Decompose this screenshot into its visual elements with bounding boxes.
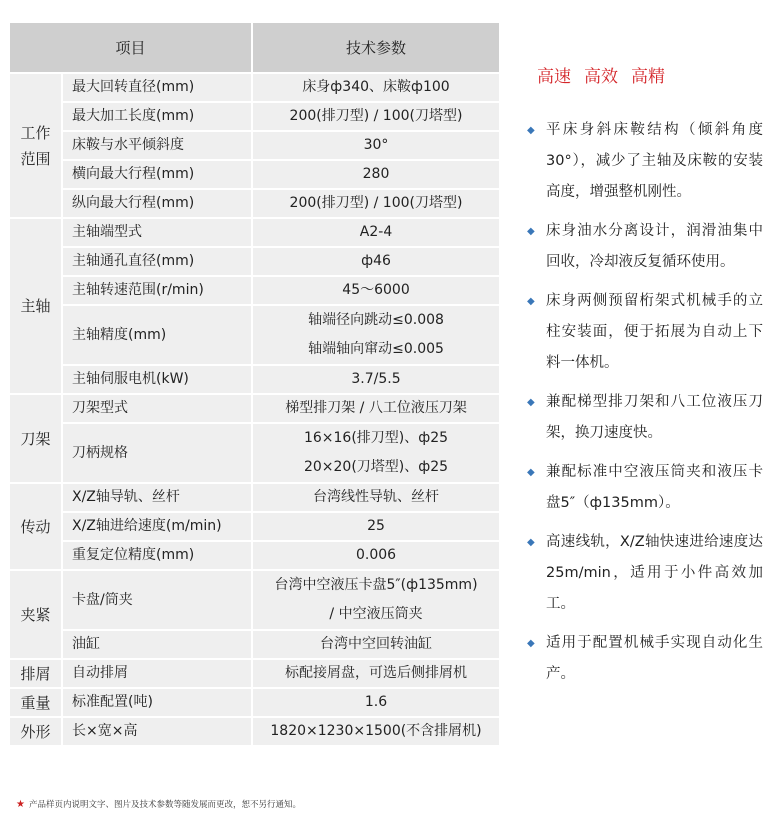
item-cell: 主轴转速范围(r/min)	[62, 276, 252, 305]
slogan-word: 高效	[584, 67, 618, 87]
value-cell: 1.6	[252, 688, 500, 717]
value-cell: ф46	[252, 247, 500, 276]
item-cell: 主轴端型式	[62, 218, 252, 247]
item-cell: 标准配置(吨)	[62, 688, 252, 717]
table-row	[9, 541, 500, 570]
table-row	[9, 218, 500, 247]
table-row	[9, 512, 500, 541]
category-label: 工作 范围	[20, 123, 51, 168]
category-cell: 排屑	[9, 659, 62, 688]
value-cell: 台湾线性导轨、丝杆	[252, 483, 500, 512]
header-item: 项目	[9, 22, 252, 73]
value-cell: 30°	[252, 131, 500, 160]
spec-table	[8, 21, 501, 747]
table-row	[9, 247, 500, 276]
category-cell: 主轴	[9, 218, 62, 394]
table-row	[9, 423, 500, 483]
feature-text: 兼配标准中空液压筒夹和液压卡盘5″（ф135mm）。	[546, 464, 763, 511]
item-cell: 最大回转直径(mm)	[62, 73, 252, 102]
list-item	[527, 115, 763, 208]
diamond-bullet-icon: ◆	[527, 226, 535, 237]
diamond-bullet-icon: ◆	[527, 467, 535, 478]
item-cell: 油缸	[62, 630, 252, 659]
diamond-bullet-icon: ◆	[527, 537, 535, 548]
diamond-bullet-icon: ◆	[527, 397, 535, 408]
table-row	[9, 102, 500, 131]
item-cell: 重复定位精度(mm)	[62, 541, 252, 570]
value-cell: 25	[252, 512, 500, 541]
category-cell: 重量	[9, 688, 62, 717]
value-cell: 200(排刀型) / 100(刀塔型)	[252, 102, 500, 131]
item-cell: 横向最大行程(mm)	[62, 160, 252, 189]
feature-text: 兼配梯型排刀架和八工位液压刀架，换刀速度快。	[546, 394, 763, 441]
list-item	[527, 286, 763, 379]
value-cell: 0.006	[252, 541, 500, 570]
value-line: 16×16(排刀型)、ф25	[303, 430, 449, 446]
item-cell: 刀柄规格	[62, 423, 252, 483]
table-row	[9, 570, 500, 630]
list-item	[527, 387, 763, 449]
item-cell: 长×宽×高	[62, 717, 252, 746]
value-cell	[252, 423, 500, 483]
feature-text: 平床身斜床鞍结构（倾斜角度30°），减少了主轴及床鞍的安装高度，增强整机刚性。	[546, 122, 763, 200]
value-cell: 床身ф340、床鞍ф100	[252, 73, 500, 102]
value-line: 台湾中空液压卡盘5″(ф135mm)	[274, 577, 478, 593]
category-cell: 夹紧	[9, 570, 62, 659]
value-cell: 200(排刀型) / 100(刀塔型)	[252, 189, 500, 218]
table-row	[9, 131, 500, 160]
table-header-row	[9, 22, 500, 73]
value-cell: 45～6000	[252, 276, 500, 305]
category-cell: 外形	[9, 717, 62, 746]
star-icon: ★	[16, 799, 25, 810]
value-cell: 标配接屑盘，可选后侧排屑机	[252, 659, 500, 688]
value-cell: 280	[252, 160, 500, 189]
item-cell: 自动排屑	[62, 659, 252, 688]
item-cell: 主轴伺服电机(kW)	[62, 365, 252, 394]
item-cell: 纵向最大行程(mm)	[62, 189, 252, 218]
item-cell: X/Z轴进给速度(m/min)	[62, 512, 252, 541]
value-line: 20×20(刀塔型)、ф25	[303, 459, 449, 475]
list-item	[527, 527, 763, 620]
table-row	[9, 160, 500, 189]
table-row	[9, 659, 500, 688]
diamond-bullet-icon: ◆	[527, 638, 535, 649]
value-cell: A2-4	[252, 218, 500, 247]
item-cell: X/Z轴导轨、丝杆	[62, 483, 252, 512]
value-line: / 中空液压筒夹	[329, 606, 423, 622]
item-cell: 主轴通孔直径(mm)	[62, 247, 252, 276]
footnote	[16, 798, 301, 810]
feature-text: 床身油水分离设计，润滑油集中回收，冷却液反复循环使用。	[546, 223, 763, 270]
item-cell: 主轴精度(mm)	[62, 305, 252, 365]
table-row	[9, 483, 500, 512]
value-line: 轴端轴向窜动≤0.005	[308, 341, 444, 357]
value-cell: 梯型排刀架 / 八工位液压刀架	[252, 394, 500, 423]
item-cell: 床鞍与水平倾斜度	[62, 131, 252, 160]
feature-text: 适用于配置机械手实现自动化生产。	[546, 635, 763, 682]
footnote-text: 产品样页内说明文字、图片及技术参数等随发展而更改，恕不另行通知。	[28, 800, 301, 810]
table-row	[9, 73, 500, 102]
table-row	[9, 394, 500, 423]
value-cell: 1820×1230×1500(不含排屑机)	[252, 717, 500, 746]
item-cell: 最大加工长度(mm)	[62, 102, 252, 131]
table-row	[9, 305, 500, 365]
slogan	[537, 62, 678, 87]
category-cell: 刀架	[9, 394, 62, 483]
table-row	[9, 276, 500, 305]
table-row	[9, 365, 500, 394]
list-item	[527, 457, 763, 519]
category-cell: 传动	[9, 483, 62, 570]
slogan-word: 高速	[537, 67, 571, 87]
table-row	[9, 717, 500, 746]
slogan-word: 高精	[631, 67, 665, 87]
value-cell	[252, 570, 500, 630]
value-cell: 台湾中空回转油缸	[252, 630, 500, 659]
feature-list	[527, 115, 763, 698]
diamond-bullet-icon: ◆	[527, 125, 535, 136]
value-cell: 3.7/5.5	[252, 365, 500, 394]
item-cell: 刀架型式	[62, 394, 252, 423]
feature-text: 高速线轨，X/Z轴快速进给速度达25m/min，适用于小件高效加工。	[546, 534, 763, 612]
table-row	[9, 630, 500, 659]
table-row	[9, 189, 500, 218]
feature-text: 床身两侧预留桁架式机械手的立柱安装面，便于拓展为自动上下料一体机。	[546, 293, 763, 371]
list-item	[527, 628, 763, 690]
header-param: 技术参数	[252, 22, 500, 73]
table-row	[9, 688, 500, 717]
diamond-bullet-icon: ◆	[527, 296, 535, 307]
item-cell: 卡盘/筒夹	[62, 570, 252, 630]
value-line: 轴端径向跳动≤0.008	[308, 312, 444, 328]
category-cell	[9, 73, 62, 218]
value-cell	[252, 305, 500, 365]
list-item	[527, 216, 763, 278]
